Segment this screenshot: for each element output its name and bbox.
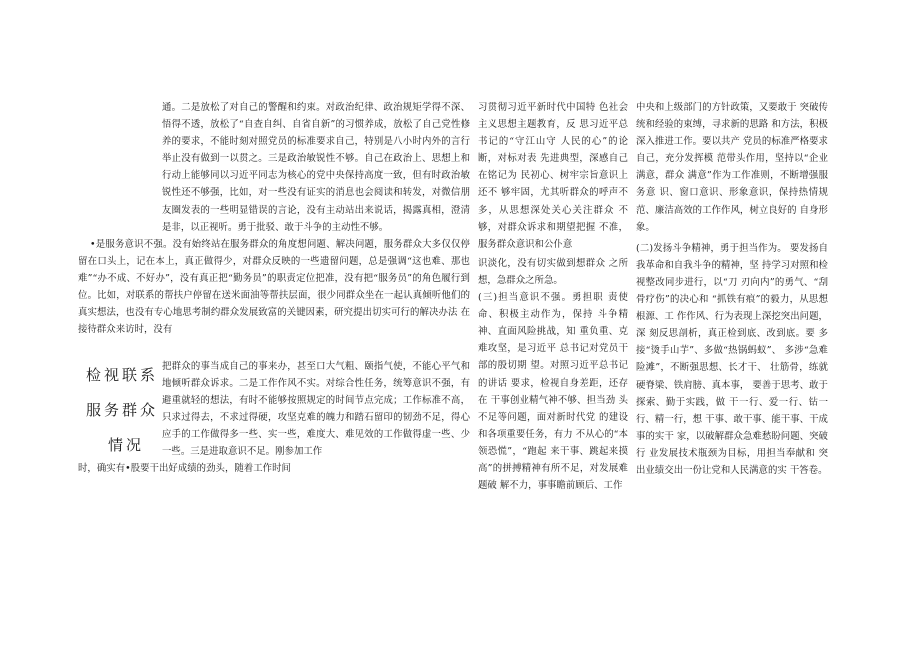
col2-paragraph-2: 识淡化，没有切实做到想群众 之所想，急群众之所急。: [478, 257, 628, 286]
col3-paragraph-2: (二)发扬斗争精神，勇于担当作为。 要发扬自我革命和自我斗争的精神，坚 持学习对照和检视整改同步进行，以“刀 刃向内”的勇气、“刮骨疗伤”的决心和 “抓铁有痕”的毅力，从思想根源、工 作作风、行为表现上深挖突出问题，深 刻反思剖析，真正检到底、改到底。要 多接“烫手山芋”、多做“热锅蚂蚁”、 多涉“急难险滩”，不断强思想、长才干、 壮筋骨，练就硬脊梁、铁肩膀、真本事， 要善于思考、敢于探索、勤于实践，做 干一行、爱一行、钻一行、精一行，想 干事、敢干事、能干事、干成事的实干 家，以破解群众急难愁盼问题、突破行 业发展技术瓶颈为目标，用担当奉献和 突出业绩交出一份让党和人民满意的实 干答卷。: [636, 242, 828, 476]
col1-paragraph-1: 通。二是放松了对自己的警醒和约束。对政治纪律、政治规矩学得不深、悟得不透，放松了“自查自纠、自省自新”的习惯养成，放松了自己党性修养的要求，不能时刻对照党员的标准要求自己，特别是八小时内外的言行举止没有做到一以贯之。三是政治敏锐性不够。自己在政治上、思想上和行动上能够同以习近平同志为核心的党中央保持高度一致，但有时政治敏锐性还不够强，比如，对一些没有证实的消息也会阅读和转发，对微信朋友圈发表的一些明显错误的言论，没有主动站出来说话，揭露真相，澄清是非，以正视听。勇于批驳、敢于斗争的主动性不够。: [162, 102, 470, 233]
side-heading-line-3: 情况: [108, 436, 145, 454]
col2-paragraph-3: (三)担当意识不强。勇担职 责使命、积极主动作为，保持 斗争精神、直面风险挑战，知 重负重、克难攻坚，是习近平 总书记对党员干部的殷切期 望。对照习近平总书记的讲话 要求，检视自身差距，还存在 干事创业精气神不够、担当劲 头不足等问题，面对新时代党 的建设和各项重要任务，有力 不从心的“本领恐慌”，“跑起 来干事、跳起来摸高”的拼搏精神有所不足，对发展难题破 解不力，事事瞻前顾后、工作: [478, 292, 628, 492]
col3-paragraph-1: 中央和上级部门的方针政策，又要敢于 突破传统和经验的束缚，寻求新的思路 和方法，积极深入推进工作。要以共产 党员的标准严格要求自己，充分发挥模 范带头作用，坚持以“企业满意，群众 满意”作为工作准则，不断增强服务意 识、窗口意识、形象意识，保持热情规 范、廉洁高效的工作作风，树立良好的 自身形象。: [636, 102, 828, 233]
col1-lower: [162, 358, 470, 461]
side-heading-line-1: 检视联系: [86, 366, 159, 384]
col1-top: [78, 99, 470, 338]
col1-tail: [78, 460, 470, 477]
col1-tail-line: 时，确实有•股要干出好成绩的劲头，随着工作时间: [78, 463, 291, 474]
col2-paragraph-1: 习贯彻习近平新时代中国特 色社会主义思想主题教育，反 思习近平总书记的“守江山守 人民的心”的论断，对标对表 先进典型，深感自己在铭记为 民初心、树牢宗旨意识上还不 够牢固，尤其听群众的呼声不 多，从思想深处关心关注群众 不够，对群众诉求和期望把握 不准，服务群众意识和公仆意: [478, 102, 628, 250]
col1-paragraph-3: 把群众的事当成自己的事来办，甚至口大气粗、颐指气使，不能心平气和地倾听群众诉求。二是工作作风不实。对综合性任务，统筹意识不强，有避重就轻的想法，有时不能够按照规定的时间节点完成；工作标准不高，只求过得去，不求过得硬，攻坚克难的魄力和踏石留印的韧劲不足，得心应手的工作做得多一些、实一些，难度大、难见效的工作做得虚一些、少一些。三是进取意识不足。刚参加工作: [162, 361, 470, 458]
col3: [636, 99, 828, 479]
col2: [478, 99, 628, 494]
col1-bullet-paragraph: •是服务意识不强。没有始终站在服务群众的角度想问题、解决问题，服务群众大多仅仅停留在口头上，记在本上，真正做得少，对群众反映的一些遗留问题，总是强调“这也难、那也难”“办不成、不好办”，没有真正把“勤务员”的职责定位把准，没有把“服务员”的角色履行到位。比如，对联系的帮扶户停留在送米面油等帮扶层面，很少同群众坐在一起认真倾听他们的真实想法，也没有专心地思考制约群众发展致富的关键因素，研究提出切实可行的解决办法 在接待群众来访时，没有: [78, 238, 470, 336]
side-heading-line-2: 服务群众: [86, 401, 159, 419]
